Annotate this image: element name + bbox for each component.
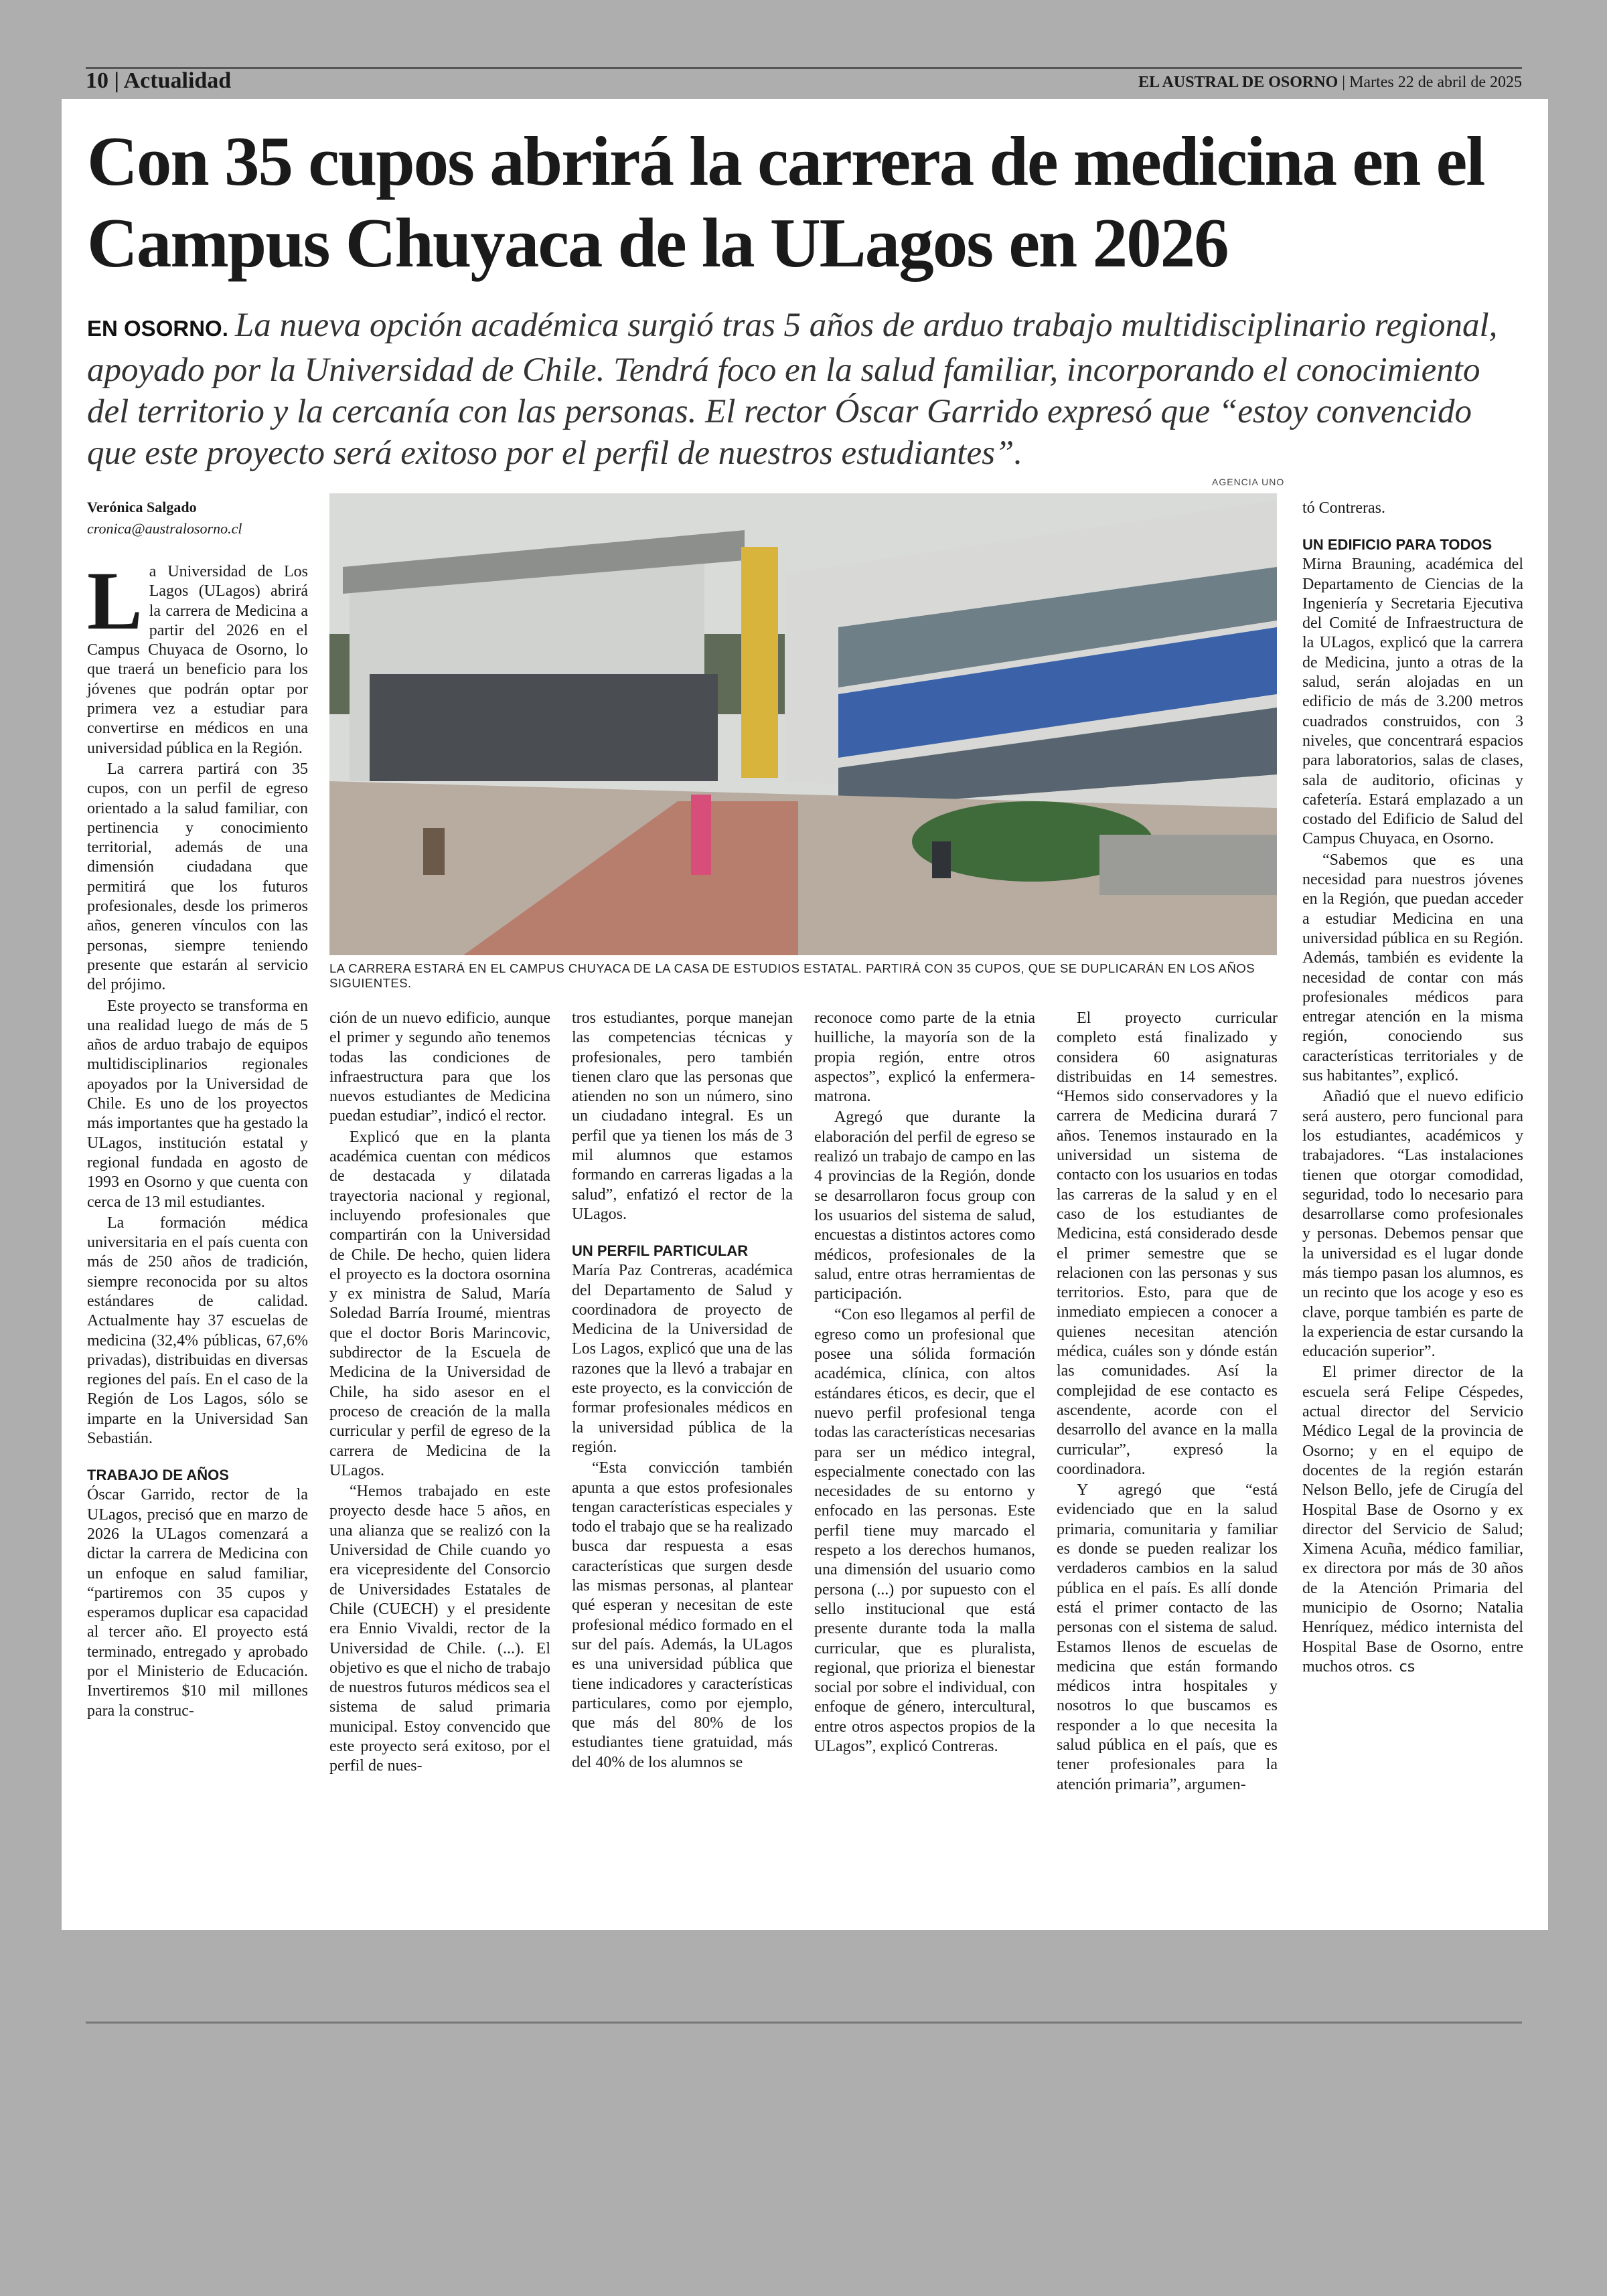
author-name: Verónica Salgado bbox=[87, 499, 197, 515]
paragraph: El primer director de la escuela será Felipe Céspedes, actual director del Servicio Médico Legal de la provincia de Osorno; y en el equipo de docentes de la región estarán Nelson Bello, jefe de Cirugía del Hospital Base de Osorno y ex director del Servicio de Salud; Ximena Acuña, médico familiar, ex directora por más de 30 años de la Atención Primaria del municipio de Osorno; Natalia Henríquez, médico internista del Hospital Base de Osorno, entre muchos otros. cs bbox=[1302, 1364, 1523, 1675]
section-label: 10 | Actualidad bbox=[86, 68, 232, 93]
entrance-dark bbox=[370, 674, 718, 781]
end-mark: cs bbox=[1399, 1658, 1415, 1675]
column-2 bbox=[329, 1009, 550, 1778]
column-6 bbox=[1302, 499, 1523, 1678]
paragraph: La Universidad de Los Lagos (ULagos) abrirá la carrera de Medicina a partir del 2026 en el Campus Chuyaca de Osorno, lo que traerá un beneficio para los jóvenes que podrán optar por primera vez a estudiar para convertirse en médicos en una universidad pública en la Región. bbox=[87, 555, 308, 757]
paragraph: ción de un nuevo edificio, aunque el primer y segundo año tenemos todas las condiciones de infraestructura para que los nuevos estudiantes de Medicina puedan estudiar”, indicó el rector. bbox=[329, 1009, 550, 1125]
publication-date: Martes 22 de abril de 2025 bbox=[1349, 74, 1522, 91]
paragraph: Mirna Brauning, académica del Departamento de Ciencias de la Ingeniería y Secretaria Ejecutiva del Comité de Infraestructura de la ULagos, explicó que la carrera de Medicina, junto a otras de la salud, serán alojadas en un edificio de más de 3.200 metros cuadrados construidos, con 3 niveles, que concentrará espacios para laboratorios, salas de clases, sala de auditorio, oficinas y cafetería. Estará emplazado a un costado del Edificio de Salud del Campus Chuyaca, en Osorno. bbox=[1302, 556, 1523, 848]
paragraph: “Hemos trabajado en este proyecto desde hace 5 años, en una alianza que se realizó con la Universidad de Chile cuando yo era vicepresidente del Consorcio de Universidades Estatales de Chile (CUECH) y el presidente era Ennio Vivaldi, rector de la Universidad de Chile. (...). El objetivo es que el nicho de trabajo de nuestros futuros médicos sea el sistema de salud primaria municipal. Estoy convencido que este proyecto será exitoso, por el perfil de nues- bbox=[329, 1483, 550, 1775]
paragraph: reconoce como parte de la etnia huilliche, la mayoría son de la propia región, entre otros aspectos”, explicó la enfermera-matrona. bbox=[814, 1009, 1035, 1106]
person-seated bbox=[423, 828, 445, 875]
paragraph: Este proyecto se transforma en una realidad luego de más de 5 años de arduo trabajo de equipos multidisciplinarios regionales apoyados por la Universidad de Chile. Es uno de los proyectos más importantes que ha gestado la ULagos, institución estatal y regional fundada en agosto de 1993 en Osorno y que cuenta con cerca de 13 mil estudiantes. bbox=[87, 997, 308, 1211]
deck-text: La nueva opción académica surgió tras 5 años de arduo trabajo multidisciplinario regional, apoyado por la Universidad de Chile. Tendrá foco en la salud familiar, incorporando el conocimiento del territorio y la cercanía con las personas. El rector Óscar Garrido expresó que “estoy convencido que este proyecto será exitoso por el perfil de nuestros estudiantes”. bbox=[87, 307, 1498, 472]
campus-photo bbox=[329, 493, 1277, 955]
paragraph: Y agregó que “está evidenciado que en la salud primaria, comunitaria y familiar es donde se pueden realizar los verdaderos cambios en la salud pública en el país. Es allí donde está el primer contacto de las personas con el sistema de salud. Estamos llenos de escuelas de medicina que están formando médicos intra hospitales y nosotros lo que buscamos es responder a lo que necesita la salud pública en el país, que es tener profesionales para la atención primaria”, argumen- bbox=[1057, 1481, 1278, 1793]
column-3 bbox=[572, 1009, 793, 1774]
subhead: UN EDIFICIO PARA TODOS bbox=[1302, 536, 1493, 554]
paragraph: tros estudiantes, porque manejan las competencias técnicas y profesionales, pero también tienen claro que las personas que atienden no son un número, sino un ciudadano integral. Es un perfil que ya tienen los más de 3 mil alumnos que estamos formando en carreras ligadas a la salud”, enfatizó el rector de la ULagos. bbox=[572, 1009, 793, 1223]
subhead: TRABAJO DE AÑOS bbox=[87, 1467, 229, 1484]
person-bench bbox=[932, 841, 951, 878]
paragraph: Agregó que durante la elaboración del perfil de egreso se realizó un trabajo de campo en las 4 provincias de la Región, donde se desarrollaron focus group con los usuarios del sistema de salud, encuestas a distintos actores como médicos, profesionales de la salud, entre otras herramientas de participación. bbox=[814, 1109, 1035, 1303]
subhead: UN PERFIL PARTICULAR bbox=[572, 1242, 749, 1260]
paragraph: Óscar Garrido, rector de la ULagos, precisó que en marzo de 2026 la ULagos comenzará a dictar la carrera de Medicina con un enfoque en salud familiar, “partiremos con 35 cupos y esperamos duplicar esa capacidad al tercer año. El proyecto está terminado, entregado y aprobado por el Ministerio de Educación. Invertiremos $10 mil millones para la construc- bbox=[87, 1486, 308, 1720]
column-5 bbox=[1057, 1009, 1278, 1796]
paragraph: “Esta convicción también apunta a que estos profesionales tengan características especiales y todo el trabajo que se ha realizado busca dar respuesta a esas características que surgen desde las mismas personas, al plantear qué esperan y necesitan de este profesional médico formado en el sur del país. Además, la ULagos es una universidad pública que tiene indicadores y características particulares, como por ejemplo, que más del 80% de los estudiantes tiene gratuidad, más del 40% de los alumnos se bbox=[572, 1459, 793, 1771]
kicker: EN OSORNO. bbox=[87, 316, 228, 341]
yellow-tower bbox=[741, 547, 778, 778]
publication-name: EL AUSTRAL DE OSORNO bbox=[1138, 74, 1338, 91]
paragraph: La carrera partirá con 35 cupos, con un perfil de egreso orientado a la salud familiar, con pertinencia y conocimiento territorial, además de una dimensión ciudadana que permitirá que los futuros profesionales, desde los primeros años, generen vínculos con las personas, siempre teniendo presente que estarán al servicio del prójimo. bbox=[87, 760, 308, 994]
byline bbox=[87, 497, 308, 540]
photo-caption: LA CARRERA ESTARÁ EN EL CAMPUS CHUYACA DE LA CASA DE ESTUDIOS ESTATAL. PARTIRÁ CON 35 CUPOS, QUE SE DUPLICARÁN EN LOS AÑOS SIGUIENTES. bbox=[329, 961, 1255, 990]
paragraph: tó Contreras. bbox=[1302, 499, 1385, 517]
headline: Con 35 cupos abrirá la carrera de medicina en el Campus Chuyaca de la ULagos en 2026 bbox=[87, 122, 1484, 282]
page-number: 10 bbox=[86, 68, 108, 93]
paragraph: “Sabemos que es una necesidad para nuestros jóvenes en la Región, que puedan acceder a estudiar Medicina en una universidad pública en su Región. Además, también es evidente la necesidad de contar con más profesionales médicos para entregar atención en la misma región, conociendo sus características territoriales y de sus habitantes”, explicó. bbox=[1302, 851, 1523, 1085]
planter bbox=[1099, 835, 1277, 895]
paragraph: “Con eso llegamos al perfil de egreso como un profesional que posee una sólida formación académica, clínica, con altos estándares éticos, es decir, que el nuevo perfil profesional tenga todas las características necesarias para ser un médico integral, especialmente conectado con las necesidades de su entorno y enfocado en las personas. Este perfil tiene muy marcado el respeto a los derechos humanos, una dimensión del usuario como persona (...) por supuesto con el sello institucional que está presente durante toda la malla curricular, que es pluralista, regional, que prioriza el bienestar social por sobre el individual, con enfoque de género, intercultural, entre otros aspectos propios de la ULagos”, explicó Contreras. bbox=[814, 1306, 1035, 1755]
page-header bbox=[86, 66, 1522, 96]
paragraph: La formación médica universitaria en el país cuenta con más de 250 años de tradición, siempre reconocida por su altos estándares de calidad. Actualmente hay 37 escuelas de medicina (32,4% públicas, 67,6% privadas), distribuidas en diversas regiones del país. En el caso de la Región de Los Lagos, sólo se imparte en la Universidad San Sebastián. bbox=[87, 1214, 308, 1448]
deck bbox=[87, 305, 1520, 474]
bottom-rule bbox=[86, 2022, 1522, 2024]
column-1 bbox=[87, 555, 308, 1722]
drop-cap: L bbox=[87, 555, 143, 647]
paragraph: Añadió que el nuevo edificio será austero, pero funcional para los estudiantes, académicos y trabajadores. “Las instalaciones tienen que otorgar comodidad, seguridad, todo lo necesario para desarrollarse como profesionales y personas. Debemos pensar que la universidad es el lugar donde más tiempo pasan los alumnos, es un recinto que los acoge y eso es clave, porque también es parte de la experiencia de estar cursando la educación superior”. bbox=[1302, 1088, 1523, 1361]
photo-credit: AGENCIA UNO bbox=[1212, 477, 1285, 487]
paragraph: El proyecto curricular completo está finalizado y considera 60 asignaturas distribuidas en 14 semestres. “Hemos sido conservadores y la carrera de Medicina durará 7 años. Tenemos instaurado en la universidad un sistema de contacto con los usuarios en todas las carreras de la salud y en el caso de los estudiantes de Medicina, está considerado desde el primer semestre que se relacionen con las personas y sus territorios. Esto, para que de inmediato empiecen a conocer a quienes necesitan atención médica, cuáles son y dónde están las comunidades. Así la complejidad de ese contacto es ascendente, acorde con el desarrollo del avance en la malla curricular”, expresó la coordinadora. bbox=[1057, 1009, 1278, 1478]
publication-info: EL AUSTRAL DE OSORNO | Martes 22 de abril de 2025 bbox=[1138, 74, 1522, 91]
author-email: cronica@australosorno.cl bbox=[87, 520, 242, 537]
column-4 bbox=[814, 1009, 1035, 1758]
section-name: Actualidad bbox=[123, 68, 232, 93]
paragraph: María Paz Contreras, académica del Departamento de Salud y coordinadora de proyecto de Medicina de la Universidad de Los Lagos, explicó que una de las razones que la llevó a trabajar en este proyecto, es la convicción de formar profesionales médicos en la universidad pública de la región. bbox=[572, 1262, 793, 1456]
paragraph: Explicó que en la planta académica cuentan con médicos de destacada y dilatada trayectoria nacional y regional, incluyendo profesionales que compartirán con la Universidad de Chile. De hecho, quien lidera el proyecto es la doctora osornina y ex ministra de Salud, María Soledad Barría Iroumé, mientras que el doctor Boris Marincovic, subdirector de la Escuela de Medicina de la Universidad de Chile, ha sido asesor en el proceso de creación de la malla curricular y perfil de egreso de la carrera de Medicina de la ULagos. bbox=[329, 1128, 550, 1479]
person-standing bbox=[691, 795, 711, 875]
